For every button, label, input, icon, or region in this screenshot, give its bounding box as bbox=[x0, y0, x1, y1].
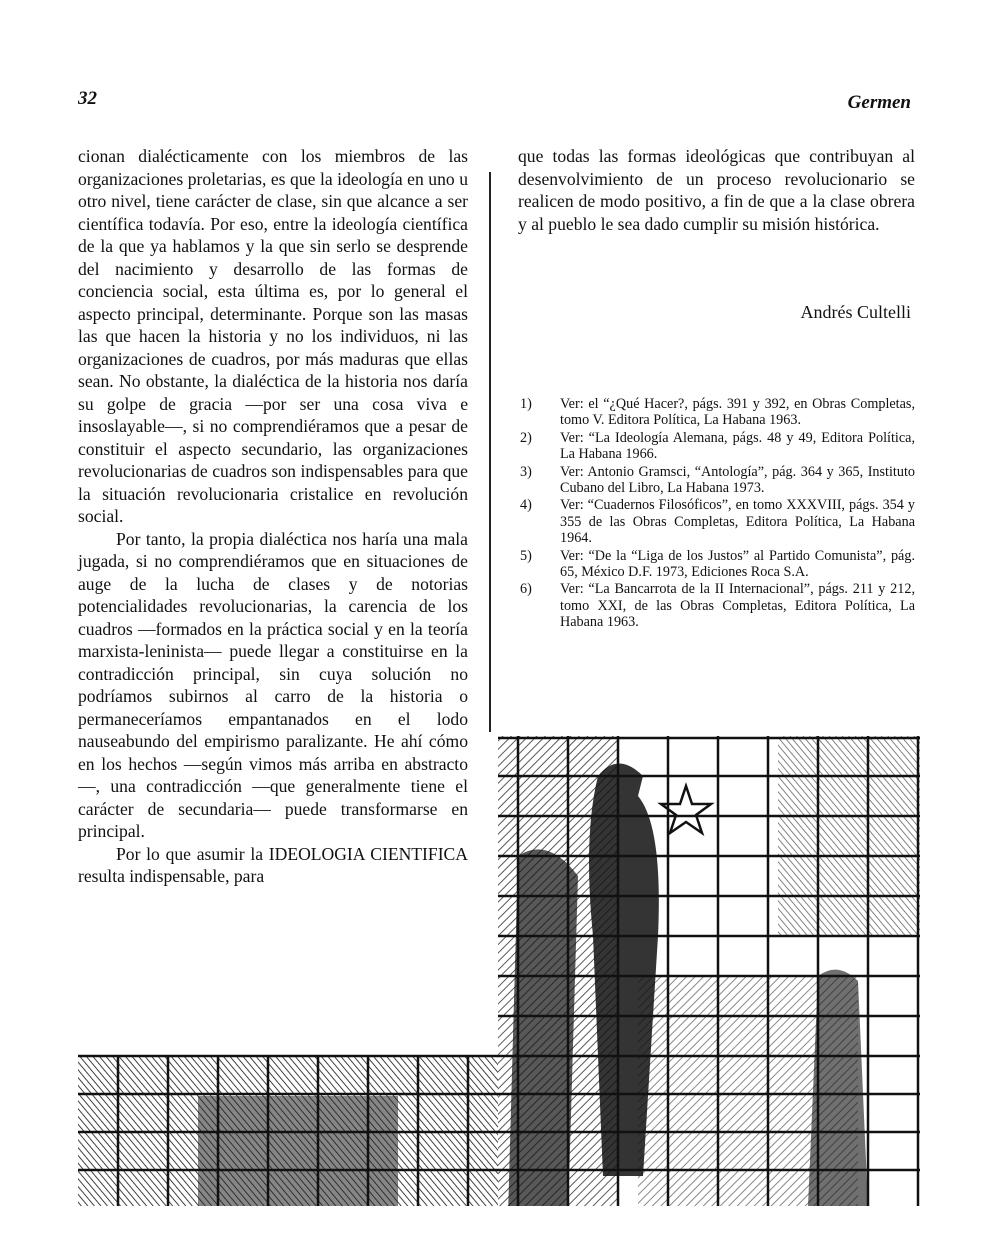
footnote-text: Ver: el “¿Qué Hacer?, págs. 391 y 392, en Obras Completas, tomo V. Editora Política, La Habana 1963. bbox=[560, 396, 915, 429]
footnote-text: Ver: “Cuadernos Filosóficos”, en tomo XXXVIII, págs. 354 y 355 de las Obras Completas, Editora Política, La Habana 1964. bbox=[560, 497, 915, 547]
paragraph: cionan dialécticamente con los miembros de las organizaciones proletarias, es que la ideología en uno u otro nivel, tiene carácter de clase, sin que alcance a ser científica todavía. Por eso, entre la ideología científica de la que ya hablamos y la que sin serlo se desprende del nacimiento y desarrollo de las formas de conciencia social, esta última es, por lo general el aspecto principal, determinante. Porque son las masas las que hacen la historia y no los individuos, ni las organizaciones de cuadros, por más maduras que ellas sean. No obstante, la dialéctica de la historia nos daría su golpe de gracia —por ser una cosa viva e insoslayable—, si no comprendiéramos que a pesar de constituir el aspecto secundario, las organizaciones revolucionarias de cuadros son indispensables para que la situación revolucionaria cristalice en revolución social. bbox=[78, 146, 468, 526]
footnote-number: 3) bbox=[520, 463, 532, 480]
footnote bbox=[520, 396, 915, 429]
footnote-text: Ver: Antonio Gramsci, “Antología”, pág. 364 y 365, Instituto Cubano del Libro, La Habana 1973. bbox=[560, 463, 915, 497]
right-column bbox=[518, 145, 915, 235]
footnote-number: 1) bbox=[520, 396, 532, 412]
footnote bbox=[520, 548, 915, 581]
footnote-text: Ver: “De la “Liga de los Justos” al Partido Comunista”, pág. 65, México D.F. 1973, Ediciones Roca S.A. bbox=[560, 547, 915, 581]
paragraph: Por tanto, la propia dialéctica nos haría una mala jugada, si no comprendiéramos que en situaciones de auge de la lucha de clases y de notorias potencialidades revolucionarias, la carencia de los cuadros —formados en la práctica social y en la teoría marxista-leninista— puede llegar a constituirse en la contradicción principal, sin cuya solución no podríamos subirnos al carro de la historia o permaneceríamos empantanados en el lodo nauseabundo del empirismo paralizante. He ahí cómo en los hechos —según vimos más arriba en abstracto—, una contradicción —que generalmente tiene el carácter de secundaria— puede transformarse en principal. bbox=[78, 528, 468, 841]
grid-illustration bbox=[78, 736, 920, 1206]
footnote-number: 5) bbox=[520, 547, 532, 564]
footnote-number: 4) bbox=[520, 497, 532, 514]
hatched-block bbox=[778, 736, 920, 936]
footnote-number: 6) bbox=[520, 581, 532, 598]
footnote bbox=[520, 430, 915, 463]
footnote bbox=[520, 464, 915, 497]
footnote bbox=[520, 497, 915, 546]
footnotes bbox=[520, 396, 915, 632]
running-head: Germen bbox=[847, 92, 911, 113]
page-number: 32 bbox=[78, 88, 97, 109]
footnote-text: Ver: “La Ideología Alemana, págs. 48 y 49, Editora Política, La Habana 1966. bbox=[560, 429, 915, 463]
author-signature: Andrés Cultelli bbox=[800, 302, 911, 322]
footnote-text: Ver: “La Bancarrota de la II Internacional”, págs. 211 y 212, tomo XXI, de las Obras Completas, Editora Política, La Habana 1963. bbox=[560, 581, 915, 631]
footnote bbox=[520, 581, 915, 630]
footnote-number: 2) bbox=[520, 429, 532, 446]
closing-paragraph: que todas las formas ideológicas que contribuyan al desenvolvimiento de un proceso revolucionario se realicen de modo positivo, a fin de que a la clase obrera y al pueblo le sea dado cumplir su misión histórica. bbox=[518, 146, 915, 234]
paragraph: Por lo que asumir la IDEOLOGIA CIENTIFICA resulta indispensable, para bbox=[78, 843, 468, 886]
column-divider bbox=[489, 172, 491, 732]
